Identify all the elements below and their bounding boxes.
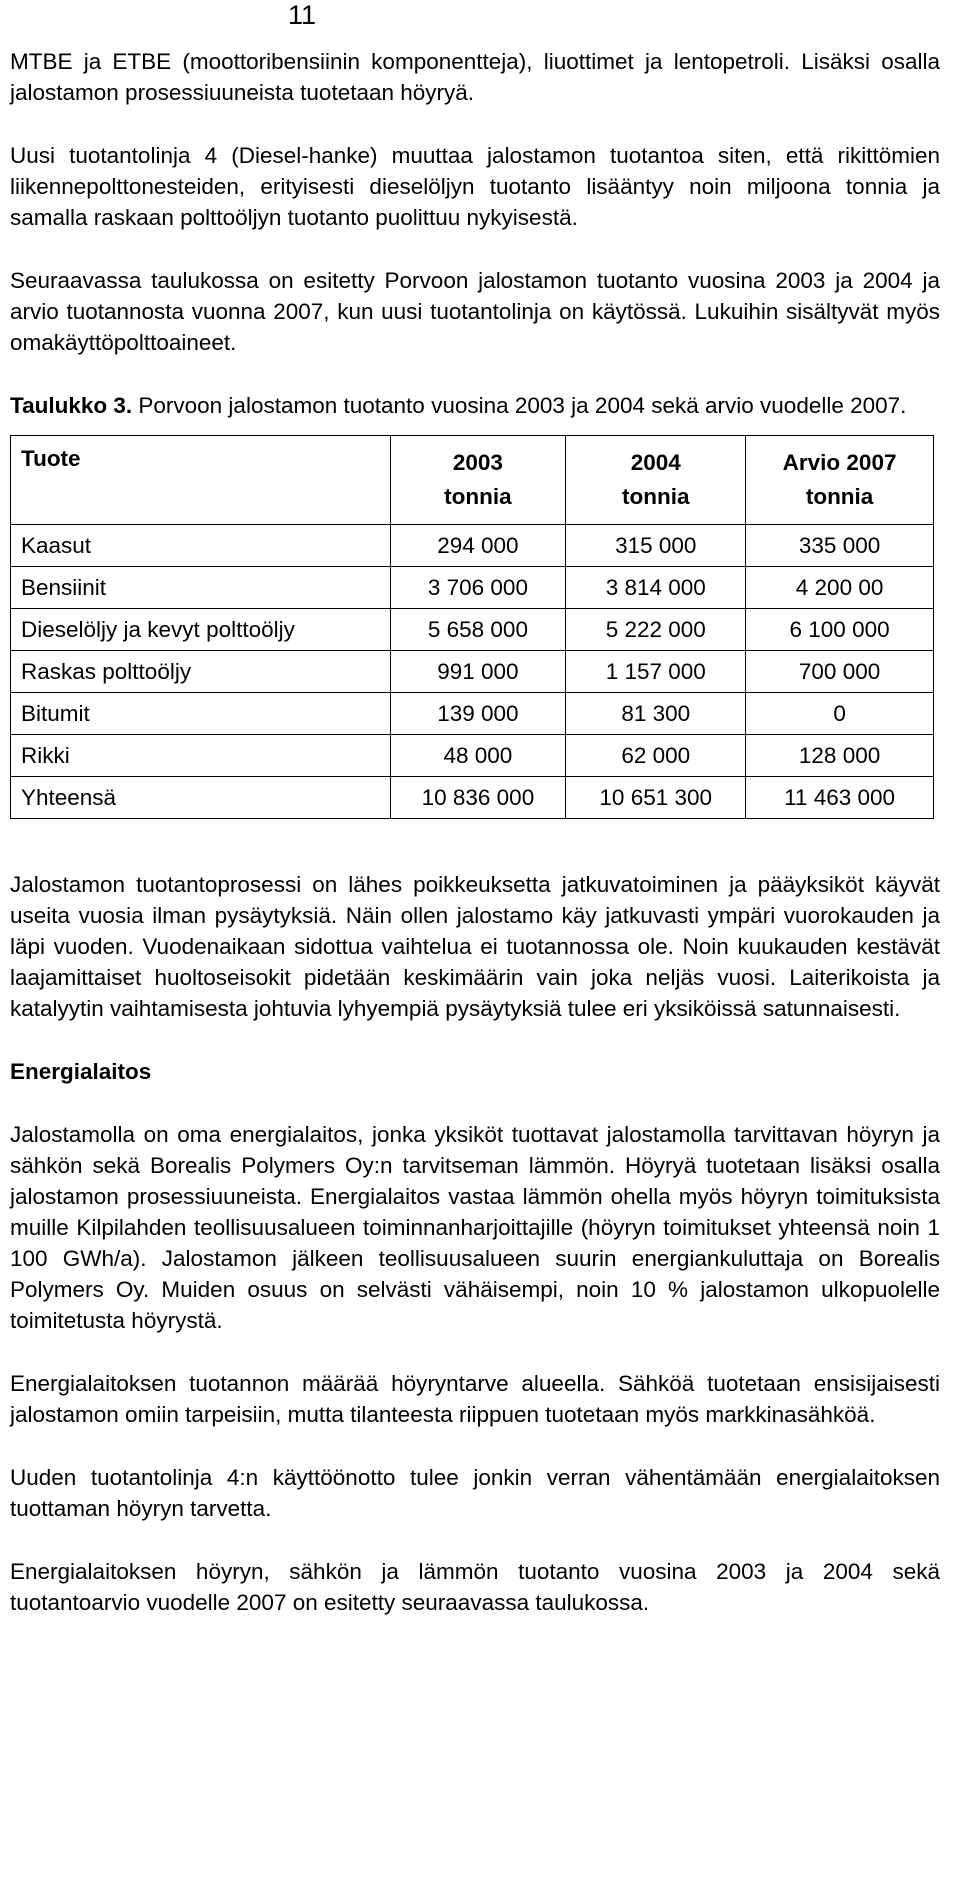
header-product-label: Tuote — [21, 446, 81, 471]
table-row — [11, 567, 934, 609]
cell-2004: 62 000 — [566, 735, 746, 777]
table-caption-label: Taulukko 3. — [10, 393, 133, 418]
cell-2007: 6 100 000 — [746, 609, 934, 651]
table-caption-text: Porvoon jalostamon tuotanto vuosina 2003 ja 2004 sekä arvio vuodelle 2007. — [132, 393, 907, 418]
table-row — [11, 777, 934, 819]
cell-2003: 5 658 000 — [390, 609, 566, 651]
production-table — [10, 435, 934, 819]
paragraph-products: MTBE ja ETBE (moottoribensiinin komponentteja), liuottimet ja lentopetroli. Lisäksi osalla jalostamon prosessiuuneista tuotetaan höyryä. — [10, 49, 940, 105]
paragraph-diesel-project: Uusi tuotantolinja 4 (Diesel-hanke) muuttaa jalostamon tuotantoa siten, että rikittömien liikennepolttonesteiden, erityisesti dieselöljyn tuotanto lisääntyy noin miljoona tonnia ja samalla raskaan polttoöljyn tuotanto puolittuu nykyisestä. — [10, 143, 940, 230]
header-product — [11, 436, 391, 525]
cell-2003: 991 000 — [390, 651, 566, 693]
cell-2007: 335 000 — [746, 525, 934, 567]
cell-2007: 0 — [746, 693, 934, 735]
paragraph-energy-production: Energialaitoksen tuotannon määrää höyryntarve alueella. Sähköä tuotetaan ensisijaisesti jalostamon omiin tarpeisiin, mutta tilanteesta riippuen tuotetaan myös markkinasähköä. — [10, 1371, 940, 1427]
paragraph-line4-effect: Uuden tuotantolinja 4:n käyttöönotto tulee jonkin verran vähentämään energialaitoksen tuottaman höyryn tarvetta. — [10, 1465, 940, 1521]
cell-product: Kaasut — [11, 525, 391, 567]
cell-product: Rikki — [11, 735, 391, 777]
table-header-row — [11, 436, 934, 525]
cell-product: Bensiinit — [11, 567, 391, 609]
paragraph-energy-plant: Jalostamolla on oma energialaitos, jonka yksiköt tuottavat jalostamolla tarvittavan höyryn ja sähkön sekä Borealis Polymers Oy:n tarvitseman lämmön. Höyryä tuotetaan lisäksi osalla jalostamon prosessiuuneista. Energialaitos vastaa lämmön ohella myös höyryn toimituksista muille Kilpilahden teollisuusalueen toiminnanharjoittajille (höyryn toimitukset yhteensä noin 1 100 GWh/a). Jalostamon jälkeen teollisuusalueen suurin energiankuluttaja on Borealis Polymers Oy. Muiden osuus on selvästi vähäisempi, noin 10 % jalostamon ulkopuolelle toimitetusta höyrystä. — [10, 1122, 940, 1333]
table-row — [11, 651, 934, 693]
cell-2003: 10 836 000 — [390, 777, 566, 819]
cell-2007: 11 463 000 — [746, 777, 934, 819]
cell-2004: 81 300 — [566, 693, 746, 735]
cell-product: Raskas polttoöljy — [11, 651, 391, 693]
table-row — [11, 735, 934, 777]
paragraph-continuous-operation: Jalostamon tuotantoprosessi on lähes poikkeuksetta jatkuvatoiminen ja pääyksiköt käyvät useita vuosia ilman pysäytyksiä. Näin ollen jalostamo käy jatkuvasti ympäri vuorokauden ja läpi vuoden. Vuodenaikaan sidottua vaihtelua ei tuotannossa ole. Noin kuukauden kestävät laajamittaiset huoltoseisokit pidetään keskimäärin vain joka neljäs vuosi. Laiterikoista ja katalyytin vaihtamisesta johtuvia lyhyempiä pysäytyksiä tulee eri yksiköissä satunnaisesti. — [10, 872, 940, 1021]
header-2004 — [566, 436, 746, 525]
cell-product: Dieselöljy ja kevyt polttoöljy — [11, 609, 391, 651]
section-heading-energialaitos: Energialaitos — [10, 1059, 152, 1084]
header-2004-year: 2004 — [630, 450, 681, 475]
table-caption — [10, 390, 940, 421]
table-row — [11, 609, 934, 651]
header-2007-unit: tonnia — [805, 484, 874, 509]
header-2003-unit: tonnia — [444, 484, 512, 509]
paragraph-next-table-intro: Energialaitoksen höyryn, sähkön ja lämmön tuotanto vuosina 2003 ja 2004 sekä tuotantoarvio vuodelle 2007 on esitetty seuraavassa taulukossa. — [10, 1559, 940, 1615]
table-row — [11, 693, 934, 735]
cell-2007: 4 200 00 — [746, 567, 934, 609]
header-2003 — [390, 436, 566, 525]
header-2003-year: 2003 — [452, 450, 503, 475]
cell-2004: 3 814 000 — [566, 567, 746, 609]
cell-2004: 315 000 — [566, 525, 746, 567]
cell-2004: 1 157 000 — [566, 651, 746, 693]
cell-2004: 10 651 300 — [566, 777, 746, 819]
page-content — [10, 46, 940, 1618]
cell-2007: 128 000 — [746, 735, 934, 777]
cell-2003: 139 000 — [390, 693, 566, 735]
header-2007 — [746, 436, 934, 525]
cell-2003: 48 000 — [390, 735, 566, 777]
cell-2003: 3 706 000 — [390, 567, 566, 609]
page-number: 11 — [288, 0, 317, 30]
header-2007-year: Arvio 2007 — [782, 450, 897, 475]
cell-2004: 5 222 000 — [566, 609, 746, 651]
paragraph-table-intro: Seuraavassa taulukossa on esitetty Porvoon jalostamon tuotanto vuosina 2003 ja 2004 ja arvio tuotannosta vuonna 2007, kun uusi tuotantolinja on käytössä. Lukuihin sisältyvät myös omakäyttöpolttoaineet. — [10, 268, 940, 355]
cell-product: Yhteensä — [11, 777, 391, 819]
cell-2003: 294 000 — [390, 525, 566, 567]
cell-2007: 700 000 — [746, 651, 934, 693]
cell-product: Bitumit — [11, 693, 391, 735]
table-row — [11, 525, 934, 567]
header-2004-unit: tonnia — [621, 484, 690, 509]
